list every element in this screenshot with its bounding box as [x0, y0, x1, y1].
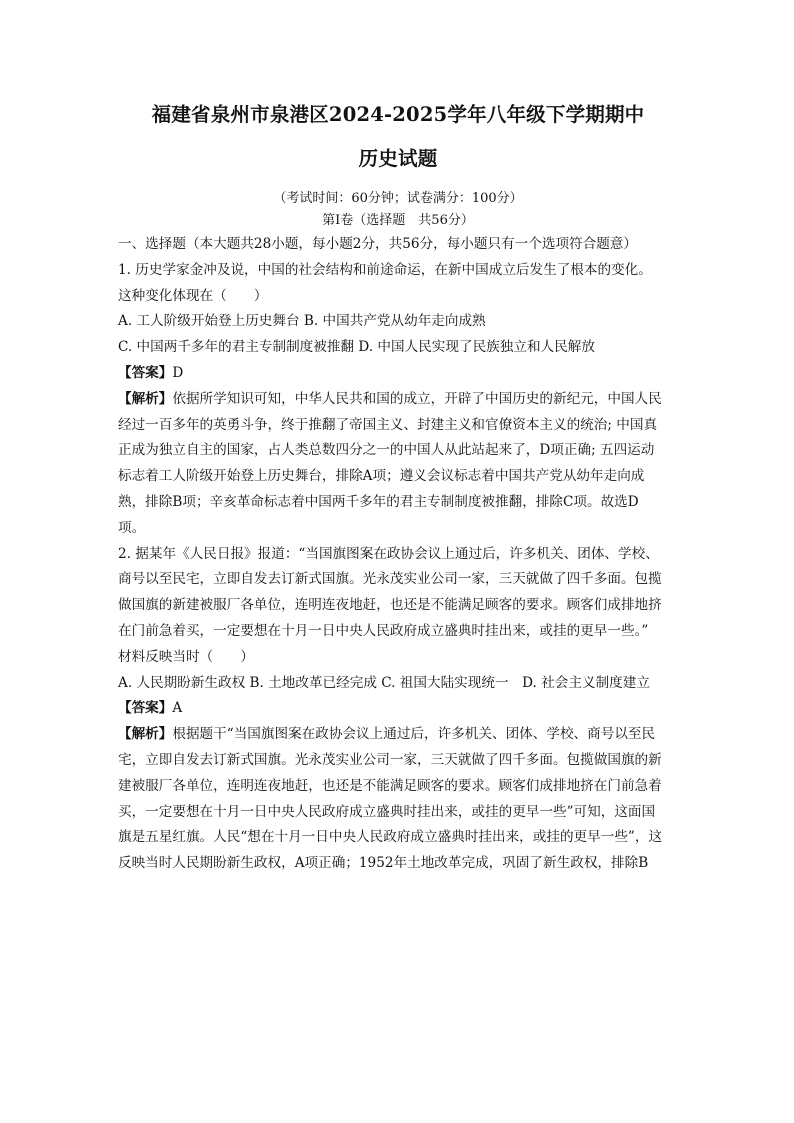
answer-label: 【答案】: [118, 700, 173, 717]
document-page: [118, 100, 678, 877]
option-line: C. 中国两千多年的君主专制制度被推翻 D. 中国人民实现了民族独立和人民解放: [118, 339, 595, 356]
analysis-line: [118, 387, 678, 413]
document-subtitle: 历史试题: [358, 147, 438, 170]
answer-value: D: [172, 364, 184, 381]
answer-line: [118, 696, 678, 722]
volume-title: 第Ⅰ卷（选择题 共56分）: [322, 213, 474, 228]
analysis-line: 熟，排除B项；辛亥革命标志着中国两千多年的君主专制制度被推翻，排除C项。故选D: [118, 493, 639, 510]
question-2: [118, 542, 678, 877]
analysis-label: 【解析】: [118, 390, 173, 407]
analysis-line: 正成为独立自主的国家，占人类总数四分之一的中国人从此站起来了，D项正确; 五四运动: [118, 442, 655, 459]
question-stem-line: 商号以至民宅，立即自发去订新式国旗。光永茂实业公司一家，三天就做了四千多面。包揽: [118, 571, 662, 588]
analysis-line: 旗是五星红旗。人民“想在十月一日中央人民政府成立盛典时挂出来，或挂的更早一些”，这: [118, 829, 663, 846]
answer-line: [118, 361, 678, 387]
analysis-line: 反映当时人民期盼新生政权，A项正确；1952年土地改革完成，巩固了新生政权，排除B: [118, 855, 649, 872]
analysis-line: [118, 722, 678, 748]
question-stem-line: 这种变化体现在（ ）: [118, 287, 268, 304]
section-heading: 一、选择题（本大题共28小题，每小题2分，共56分，每小题只有一个选项符合题意）: [118, 236, 638, 252]
analysis-line: 经过一百多年的英勇斗争，终于推翻了帝国主义、封建主义和官僚资本主义的统治; 中国真: [118, 416, 658, 433]
analysis-block: [118, 722, 678, 877]
option-line: A. 工人阶级开始登上历史舞台 B. 中国共产党从幼年走向成熟: [118, 313, 486, 330]
question-stem-line: 在门前急着买，一定要想在十月一日中央人民政府成立盛典时挂出来，或挂的更早一些。”: [118, 622, 649, 639]
analysis-line: 项。: [118, 519, 146, 536]
question-stem-line: 2. 据某年《人民日报》报道：“当国旗图案在政协会议上通过后，许多机关、团体、学校、: [118, 545, 659, 562]
analysis-line: 建被服厂各单位，连明连夜地赶，也还是不能满足顾客的要求。顾客们成排地挤在门前急着: [118, 777, 662, 794]
analysis-text: 根据题干“当国旗图案在政协会议上通过后，许多机关、团体、学校、商号以至民: [172, 726, 656, 743]
analysis-label: 【解析】: [118, 726, 173, 743]
question-stem-line: 1. 历史学家金冲及说，中国的社会结构和前途命运，在新中国成立后发生了根本的变化。: [118, 261, 652, 278]
analysis-line: 买，一定要想在十月一日中央人民政府成立盛典时挂出来，或挂的更早一些”可知，这面国: [118, 803, 656, 820]
answer-value: A: [172, 700, 183, 717]
analysis-block: [118, 387, 678, 542]
option-line: A. 人民期盼新生政权 B. 土地改革已经完成 C. 祖国大陆实现统一 D. 社会主义制度建立: [118, 674, 650, 691]
analysis-line: 宅，立即自发去订新式国旗。光永茂实业公司一家，三天就做了四千多面。包揽做国旗的新: [118, 751, 662, 768]
exam-info: （考试时间：60分钟；试卷满分：100分）: [273, 191, 523, 206]
question-1: [118, 258, 678, 542]
question-stem-line: 材料反映当时（ ）: [118, 648, 254, 665]
answer-label: 【答案】: [118, 364, 173, 381]
document-title: 福建省泉州市泉港区2024-2025学年八年级下学期期中: [151, 103, 645, 126]
question-stem-line: 做国旗的新建被服厂各单位，连明连夜地赶，也还是不能满足顾客的要求。顾客们成排地挤: [118, 597, 662, 614]
analysis-text: 依据所学知识可知，中华人民共和国的成立，开辟了中国历史的新纪元，中国人民: [172, 390, 662, 407]
analysis-line: 标志着工人阶级开始登上历史舞台，排除A项；遵义会议标志着中国共产党从幼年走向成: [118, 468, 645, 485]
